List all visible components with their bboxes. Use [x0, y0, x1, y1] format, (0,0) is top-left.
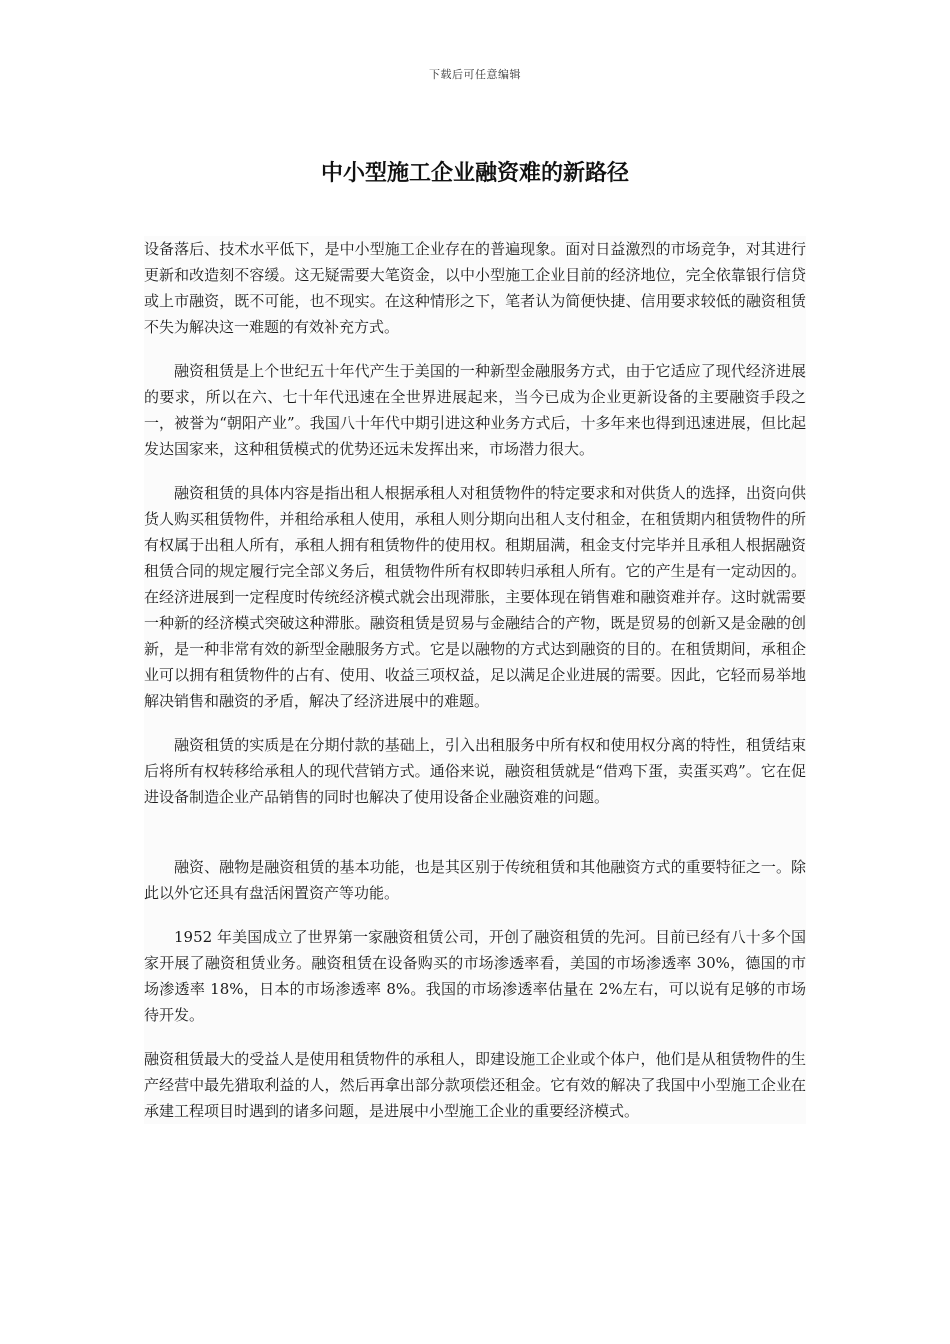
paragraph: 融资、融物是融资租赁的基本功能，也是其区别于传统租赁和其他融资方式的重要特征之一。除此以外它还具有盘活闲置资产等功能。 [144, 858, 806, 902]
document-title: 中小型施工企业融资难的新路径 [320, 160, 629, 186]
paragraph: 融资租赁最大的受益人是使用租赁物件的承租人，即建设施工企业或个体户，他们是从租赁物件的生产经营中最先猎取利益的人，然后再拿出部分款项偿还租金。它有效的解决了我国中小型施工企业在承建工程项目时遇到的诸多问题，是进展中小型施工企业的重要经济模式。 [144, 1050, 806, 1120]
paragraph: 融资租赁的实质是在分期付款的基础上，引入出租服务中所有权和使用权分离的特性，租赁结束后将所有权转移给承租人的现代营销方式。通俗来说，融资租赁就是“借鸡下蛋，卖蛋买鸡”。它在促进设备制造企业产品销售的同时也解决了使用设备企业融资难的问题。 [144, 736, 806, 806]
paragraph: 融资租赁的具体内容是指出租人根据承租人对租赁物件的特定要求和对供货人的选择，出资向供货人购买租赁物件，并租给承租人使用，承租人则分期向出租人支付租金，在租赁期内租赁物件的所有权属于出租人所有，承租人拥有租赁物件的使用权。租期届满，租金支付完毕并且承租人根据融资租赁合同的规定履行完全部义务后，租赁物件所有权即转归承租人所有。它的产生是有一定动因的。在经济进展到一定程度时传统经济模式就会出现滞胀，主要体现在销售难和融资难并存。这时就需要一种新的经济模式突破这种滞胀。融资租赁是贸易与金融结合的产物，既是贸易的创新又是金融的创新，是一种非常有效的新型金融服务方式。它是以融物的方式达到融资的目的。在租赁期间，承租企业可以拥有租赁物件的占有、使用、收益三项权益，足以满足企业进展的需要。因此，它轻而易举地解决销售和融资的矛盾，解决了经济进展中的难题。 [144, 484, 806, 710]
paragraph: 1952 年美国成立了世界第一家融资租赁公司，开创了融资租赁的先河。目前已经有八十多个国家开展了融资租赁业务。融资租赁在设备购买的市场渗透率看，美国的市场渗透率 30%，德国的市场渗透率 18%，日本的市场渗透率 8%。我国的市场渗透率估量在 2%左右，可以说有足够的市场待开发。 [144, 928, 806, 1024]
paragraph: 融资租赁是上个世纪五十年代产生于美国的一种新型金融服务方式，由于它适应了现代经济进展的要求，所以在六、七十年代迅速在全世界进展起来，当今已成为企业更新设备的主要融资手段之一，被誉为“朝阳产业”。我国八十年代中期引进这种业务方式后，十多年来也得到迅速进展，但比起发达国家来，这种租赁模式的优势还远未发挥出来，市场潜力很大。 [144, 362, 806, 458]
paragraph: 设备落后、技术水平低下，是中小型施工企业存在的普遍现象。面对日益激烈的市场竞争，对其进行更新和改造刻不容缓。这无疑需要大笔资金，以中小型施工企业目前的经济地位，完全依靠银行信贷或上市融资，既不可能，也不现实。在这种情形之下，笔者认为简便快捷、信用要求较低的融资租赁不失为解决这一难题的有效补充方式。 [144, 240, 806, 336]
document-body [144, 236, 806, 1124]
header-note: 下载后可任意编辑 [429, 68, 521, 81]
